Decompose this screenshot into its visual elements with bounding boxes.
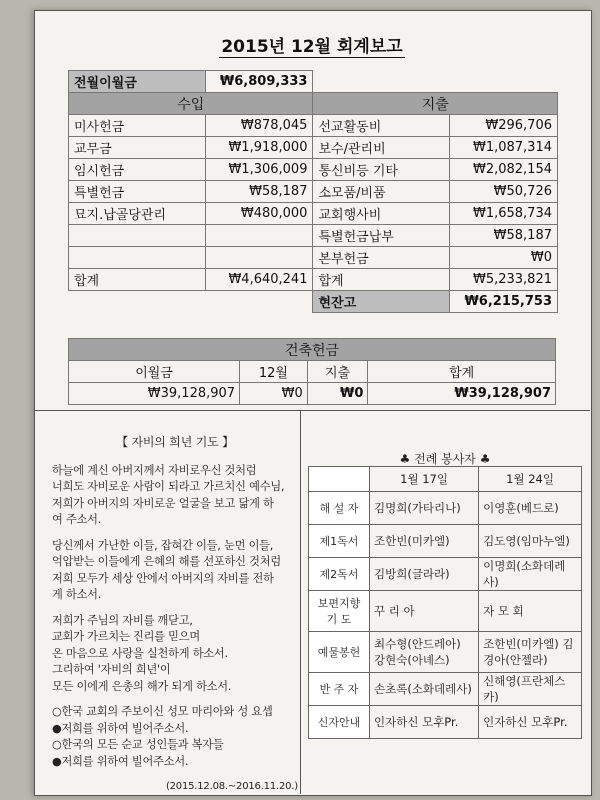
prayer-section: [52, 434, 298, 796]
prayer-paragraph: [52, 538, 298, 604]
server-name: 조한빈(미카엘): [370, 525, 479, 558]
prayer-line: 저희 모두가 세상 안에서 아버지의 자비를 전하: [52, 571, 274, 585]
prayer-line: 저희가 주님의 자비를 깨닫고,: [52, 613, 193, 627]
income-label: 교무금: [69, 137, 206, 159]
date-column-1: 1월 17일: [370, 467, 479, 492]
prayer-paragraph: [52, 613, 298, 696]
prayer-line: 교회가 가르치는 진리를 믿으며: [52, 630, 200, 643]
role-label: 제2독서: [309, 558, 370, 591]
building-expense-value: ₩0: [307, 383, 368, 405]
server-name: 자 모 회: [479, 591, 582, 632]
current-balance-amount: ₩6,215,753: [450, 291, 558, 313]
server-name: 김명희(가타리나): [370, 492, 479, 525]
expense-label: 소모품/비품: [313, 181, 450, 203]
prev-balance-label: 전월이월금: [69, 71, 206, 93]
building-col-total: 합계: [368, 361, 556, 383]
role-label: 제1독서: [309, 525, 370, 558]
page-title: [34, 32, 590, 57]
expense-label: 본부헌금: [313, 247, 450, 269]
table-row: [309, 632, 582, 673]
building-total-value: ₩39,128,907: [368, 383, 556, 405]
expense-label: 선교활동비: [313, 115, 450, 137]
prayer-line: 그리하여 '자비의 희년'이: [52, 663, 171, 676]
date-column-2: 1월 24일: [479, 467, 582, 492]
table-row: [69, 225, 558, 247]
role-header: [309, 467, 370, 492]
income-label: 특별헌금: [69, 181, 206, 203]
expense-label: 보수/관리비: [313, 137, 450, 159]
income-amount: ₩1,918,000: [205, 137, 313, 159]
server-name: 최수형(안드레아) 강현숙(아녜스): [370, 632, 479, 673]
income-amount: ₩1,306,009: [205, 159, 313, 181]
role-label: 신자안내: [309, 706, 370, 739]
server-name: 손초록(소화데레사): [370, 673, 479, 706]
server-name: 꾸 리 아: [370, 591, 479, 632]
servers-title: ♣ 전례 봉사자 ♣: [399, 452, 491, 466]
server-name: 인자하신 모후Pr.: [370, 706, 479, 739]
table-row: [69, 247, 558, 269]
server-name: 김방희(글라라): [370, 558, 479, 591]
prayer-line: ○한국 교회의 주보이신 성모 마리아와 성 요셉: [52, 705, 273, 718]
table-row: [69, 181, 558, 203]
title-text: 2015년 12월 회계보고: [221, 37, 403, 57]
prayer-title: 【 자비의 희년 기도 】: [116, 435, 234, 449]
prev-balance-amount: ₩6,809,333: [205, 71, 313, 93]
expense-amount: ₩50,726: [450, 181, 558, 203]
income-amount: ₩878,045: [205, 115, 313, 137]
accounting-table: [68, 70, 558, 313]
prayer-line: 억압받는 이들에게 은혜의 해를 선포하신 것처럼: [52, 555, 281, 568]
expense-header: 지출: [313, 93, 558, 115]
bulletin-page: [34, 10, 592, 796]
income-header: 수입: [69, 93, 313, 115]
role-label: 해 설 자: [309, 492, 370, 525]
role-label: 보편지향 기 도: [309, 591, 370, 632]
prayer-paragraph: [52, 463, 298, 529]
prayer-line: 모든 이에게 은총의 해가 되게 하소서.: [52, 679, 232, 693]
section-divider: [34, 410, 590, 411]
table-row: [69, 203, 558, 225]
prayer-line: 온 마음으로 사랑을 실천하게 하소서.: [52, 646, 228, 660]
prayer-paragraph: [52, 704, 298, 770]
table-row: [309, 591, 582, 632]
income-label: [69, 247, 206, 269]
server-name: 인자하신 모후Pr.: [479, 706, 582, 739]
table-row: [69, 137, 558, 159]
building-carryover-value: ₩39,128,907: [69, 383, 240, 405]
table-row: [309, 492, 582, 525]
total-row: [69, 269, 558, 291]
building-col-month: 12월: [240, 361, 308, 383]
building-fund-header: 건축헌금: [69, 339, 556, 361]
income-label: [69, 225, 206, 247]
expense-amount: ₩296,706: [450, 115, 558, 137]
table-row: [69, 159, 558, 181]
prayer-line: ●저희를 위하여 빌어주소서.: [52, 754, 189, 768]
expense-amount: ₩58,187: [450, 225, 558, 247]
building-col-expense: 지출: [307, 361, 368, 383]
income-amount: ₩480,000: [205, 203, 313, 225]
income-total-label: 합계: [69, 269, 206, 291]
prayer-line: ○한국의 모든 순교 성인들과 복자들: [52, 738, 224, 751]
server-name: 이영훈(베드로): [479, 492, 582, 525]
server-name: 이명희(소화데레사): [479, 558, 582, 591]
expense-label: 교회행사비: [313, 203, 450, 225]
building-fund-table: [68, 338, 556, 405]
current-balance-label: 현잔고: [313, 291, 450, 313]
table-row: [309, 558, 582, 591]
server-name: 김도영(임마누엘): [479, 525, 582, 558]
income-total-amount: ₩4,640,241: [205, 269, 313, 291]
expense-total-label: 합계: [313, 269, 450, 291]
prayer-line: 당신께서 가난한 이들, 잡혀간 이들, 눈먼 이들,: [52, 538, 274, 552]
prayer-line: ●저희를 위하여 빌어주소서.: [52, 721, 189, 735]
income-label: 미사헌금: [69, 115, 206, 137]
table-row: [309, 673, 582, 706]
prayer-line: 여 주소서.: [52, 513, 102, 526]
role-label: 반 주 자: [309, 673, 370, 706]
role-label: 예물봉헌: [309, 632, 370, 673]
income-label: 임시헌금: [69, 159, 206, 181]
server-name: 신해영(프란체스카): [479, 673, 582, 706]
expense-amount: ₩0: [450, 247, 558, 269]
prayer-line: 게 하소서.: [52, 588, 102, 601]
table-row: [309, 525, 582, 558]
prayer-date: (2015.12.08.~2016.11.20.): [165, 781, 298, 792]
income-amount: [205, 247, 313, 269]
expense-amount: ₩1,658,734: [450, 203, 558, 225]
column-divider: [300, 410, 301, 794]
prayer-line: 하늘에 계신 아버지께서 자비로우신 것처럼: [52, 463, 257, 477]
prayer-line: 너희도 자비로운 사람이 되라고 가르치신 예수님,: [52, 480, 285, 493]
prayer-line: 저희가 아버지의 자비로운 얼굴을 보고 닮게 하: [52, 496, 274, 510]
income-amount: ₩58,187: [205, 181, 313, 203]
building-month-value: ₩0: [240, 383, 308, 405]
server-name: 조한빈(미카엘) 김경아(안젤라): [479, 632, 582, 673]
expense-amount: ₩2,082,154: [450, 159, 558, 181]
expense-amount: ₩1,087,314: [450, 137, 558, 159]
expense-label: 특별헌금납부: [313, 225, 450, 247]
income-label: 묘지.납골당관리: [69, 203, 206, 225]
table-row: [69, 115, 558, 137]
liturgy-servers-table: [308, 466, 582, 739]
building-col-carryover: 이월금: [69, 361, 240, 383]
expense-total-amount: ₩5,233,821: [450, 269, 558, 291]
table-row: [309, 706, 582, 739]
income-amount: [205, 225, 313, 247]
expense-label: 통신비등 기타: [313, 159, 450, 181]
